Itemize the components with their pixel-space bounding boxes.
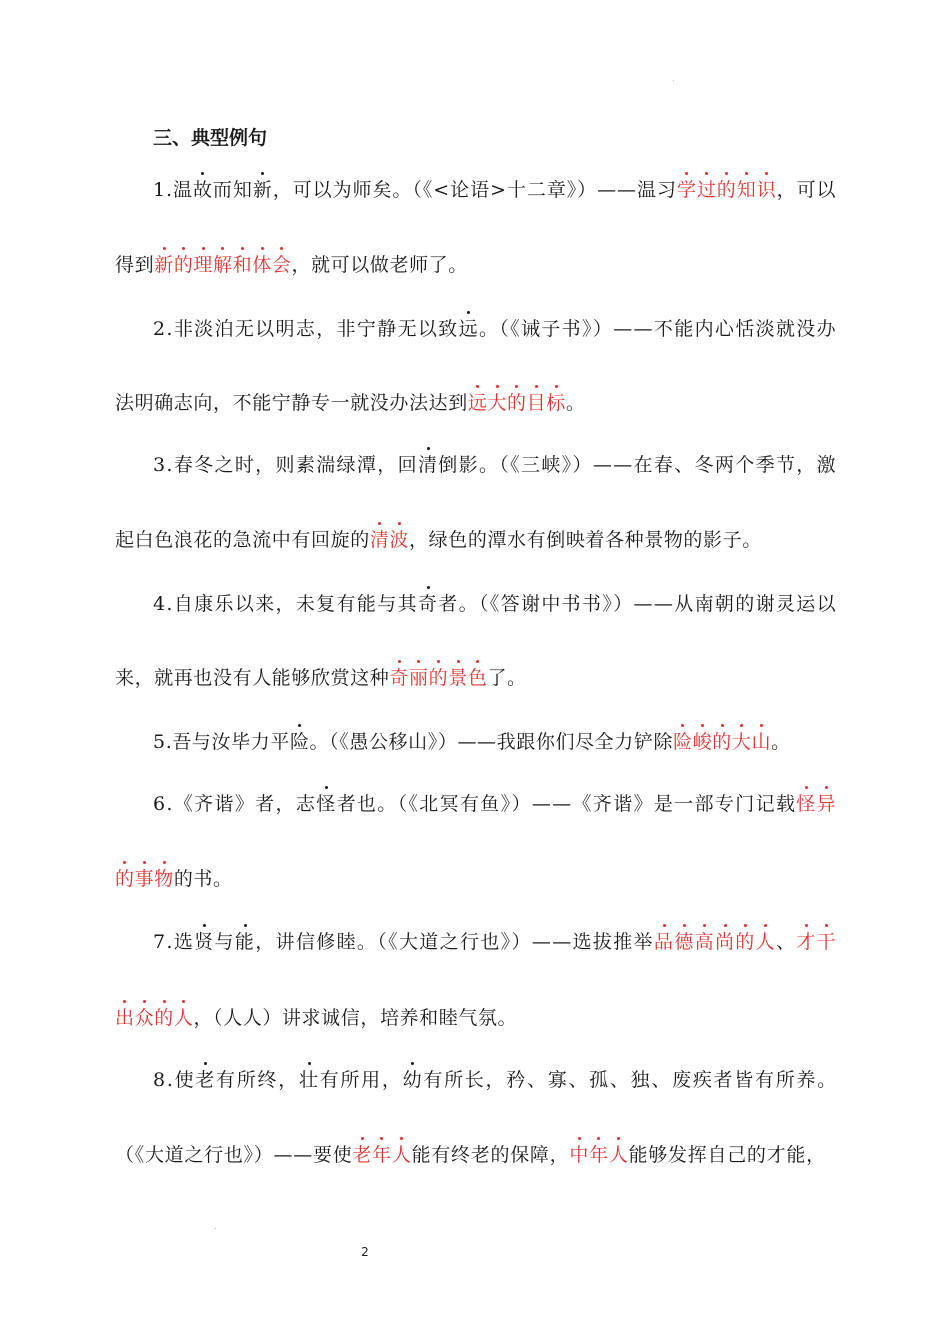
text-line bbox=[153, 315, 837, 343]
emphasis-dotted-char: 丽 bbox=[409, 667, 429, 689]
emphasis-dotted-char: 众 bbox=[134, 1007, 155, 1029]
highlighted-translation bbox=[370, 529, 409, 551]
emphasis-dotted-char: 险 bbox=[289, 731, 310, 753]
text-segment bbox=[418, 593, 438, 615]
emphasis-dotted-char: 事 bbox=[134, 868, 155, 890]
emphasis-dotted-char: 年 bbox=[372, 1144, 392, 1166]
emphasis-dotted-char: 清 bbox=[417, 454, 439, 476]
emphasis-dotted-char: 贤 bbox=[194, 931, 215, 953]
emphasis-dotted-char: 老 bbox=[195, 1069, 217, 1091]
emphasis-dotted-char: 怪 bbox=[796, 793, 817, 815]
text-line bbox=[153, 451, 837, 479]
text-segment: 。 bbox=[565, 392, 586, 414]
emphasis-dotted-char: 品 bbox=[653, 931, 675, 953]
text-line bbox=[115, 865, 233, 893]
emphasis-dotted-char: 奇 bbox=[417, 593, 439, 615]
page-number: 2 bbox=[361, 1245, 369, 1259]
text-segment: 。（《愚公移山》）——我跟你们尽全力铲除 bbox=[309, 731, 674, 753]
emphasis-dotted-char: 远 bbox=[458, 318, 479, 340]
text-segment: 6.《齐谐》者，志 bbox=[153, 793, 317, 815]
emphasis-dotted-char: 尚 bbox=[714, 931, 736, 953]
emphasis-dotted-char: 高 bbox=[694, 931, 715, 953]
emphasis-dotted-char: 故 bbox=[192, 179, 213, 201]
emphasis-dotted-char: 人 bbox=[391, 1144, 412, 1166]
text-line bbox=[115, 526, 762, 554]
text-segment: 1.温 bbox=[153, 179, 193, 201]
text-segment: 2.非淡泊无以明志，非宁静无以致 bbox=[153, 318, 459, 340]
text-segment bbox=[299, 1069, 320, 1091]
emphasis-dotted-char: 目 bbox=[526, 392, 547, 414]
text-line bbox=[153, 176, 837, 204]
text-segment: ，（人人）讲求诚信，培养和睦气氛。 bbox=[193, 1007, 518, 1029]
emphasis-dotted-char: 识 bbox=[756, 179, 777, 201]
highlighted-translation bbox=[796, 931, 837, 953]
emphasis-dotted-char: 远 bbox=[467, 392, 488, 414]
text-segment: 有所终， bbox=[216, 1069, 299, 1091]
emphasis-dotted-char: 的 bbox=[712, 731, 732, 753]
emphasis-dotted-char: 知 bbox=[736, 179, 757, 201]
emphasis-dotted-char: 能 bbox=[234, 931, 256, 953]
highlighted-translation bbox=[796, 793, 837, 815]
text-segment bbox=[290, 731, 310, 753]
emphasis-dotted-char: 才 bbox=[796, 931, 817, 953]
emphasis-dotted-char: 人 bbox=[755, 931, 776, 953]
text-line bbox=[153, 928, 837, 956]
emphasis-dotted-char: 壮 bbox=[298, 1069, 320, 1091]
emphasis-dotted-char: 的 bbox=[115, 868, 135, 890]
highlighted-translation bbox=[352, 1144, 411, 1166]
highlighted-translation bbox=[389, 667, 487, 689]
text-segment bbox=[418, 454, 438, 476]
emphasis-dotted-char: 老 bbox=[352, 1144, 373, 1166]
text-segment: 起白色浪花的急流中有回旋的 bbox=[115, 529, 370, 551]
text-segment: 5.吾与汝毕力平 bbox=[153, 731, 290, 753]
emphasis-dotted-char: 景 bbox=[448, 667, 468, 689]
text-segment: 来，就再也没有人能够欣赏这种 bbox=[115, 667, 390, 689]
highlighted-translation bbox=[673, 731, 771, 753]
scan-speck bbox=[215, 1228, 216, 1229]
text-segment bbox=[316, 793, 336, 815]
text-segment bbox=[235, 931, 255, 953]
emphasis-dotted-char: 的 bbox=[716, 179, 737, 201]
emphasis-dotted-char: 体 bbox=[252, 254, 272, 276]
highlighted-translation bbox=[468, 392, 566, 414]
emphasis-dotted-char: 人 bbox=[173, 1007, 194, 1029]
emphasis-dotted-char: 解 bbox=[213, 254, 233, 276]
text-segment: 有所长，矜、寡、孤、独、废疾者皆有所养。 bbox=[423, 1069, 838, 1091]
emphasis-dotted-char: 的 bbox=[735, 931, 756, 953]
text-segment: 能有终老的保障， bbox=[411, 1144, 570, 1166]
text-segment: （《大道之行也》）——要使 bbox=[115, 1144, 353, 1166]
emphasis-dotted-char: 物 bbox=[154, 868, 174, 890]
text-segment: 、 bbox=[775, 931, 797, 953]
text-segment: ，绿色的潭水有倒映着各种景物的影子。 bbox=[409, 529, 762, 551]
highlighted-translation bbox=[677, 179, 777, 201]
text-segment: 而知 bbox=[212, 179, 253, 201]
text-line bbox=[153, 728, 791, 756]
text-segment: 得到 bbox=[115, 254, 155, 276]
text-line bbox=[115, 389, 585, 417]
scan-speck bbox=[673, 80, 674, 81]
emphasis-dotted-char: 标 bbox=[546, 392, 566, 414]
emphasis-dotted-char: 人 bbox=[608, 1144, 629, 1166]
text-line bbox=[115, 1004, 517, 1032]
highlighted-translation bbox=[569, 1144, 628, 1166]
text-segment: 8.使 bbox=[153, 1069, 196, 1091]
text-segment: 3.春冬之时，则素湍绿潭，回 bbox=[153, 454, 418, 476]
emphasis-dotted-char: 大 bbox=[731, 731, 752, 753]
text-segment: 法明确志向，不能宁静专一就没办法达到 bbox=[115, 392, 468, 414]
text-segment: 者也。（《北冥有鱼》）——《齐谐》是一部专门记载 bbox=[336, 793, 797, 815]
emphasis-dotted-char: 的 bbox=[428, 667, 449, 689]
text-segment bbox=[195, 1069, 216, 1091]
text-segment bbox=[403, 1069, 424, 1091]
text-line bbox=[153, 1066, 838, 1094]
text-segment: 7.选 bbox=[153, 931, 195, 953]
text-segment: 倒影。（《三峡》）——在春、冬两个季节，激 bbox=[438, 454, 837, 476]
text-segment: 4.自康乐以来，未复有能与其 bbox=[153, 593, 418, 615]
text-segment: 了。 bbox=[487, 667, 527, 689]
emphasis-dotted-char: 干 bbox=[816, 931, 837, 953]
emphasis-dotted-char: 中 bbox=[569, 1144, 590, 1166]
emphasis-dotted-char: 理 bbox=[193, 254, 214, 276]
text-segment: ，可以为师矣。（《<论语>十二章》）——温习 bbox=[272, 179, 677, 201]
text-line bbox=[115, 664, 527, 692]
emphasis-dotted-char: 年 bbox=[589, 1144, 609, 1166]
section-heading: 三、典型例句 bbox=[153, 127, 268, 149]
text-segment: 的书。 bbox=[173, 868, 233, 890]
emphasis-dotted-char: 峻 bbox=[692, 731, 713, 753]
emphasis-dotted-char: 出 bbox=[115, 1007, 135, 1029]
emphasis-dotted-char: 波 bbox=[389, 529, 410, 551]
text-line bbox=[115, 251, 468, 279]
emphasis-dotted-char: 的 bbox=[154, 1007, 174, 1029]
emphasis-dotted-char: 怪 bbox=[316, 793, 337, 815]
emphasis-dotted-char: 色 bbox=[467, 667, 488, 689]
emphasis-dotted-char: 会 bbox=[271, 254, 292, 276]
emphasis-dotted-char: 清 bbox=[369, 529, 390, 551]
text-segment: 有所用， bbox=[319, 1069, 403, 1091]
text-line bbox=[153, 790, 837, 818]
emphasis-dotted-char: 和 bbox=[232, 254, 253, 276]
text-segment: 能够发挥自己的才能， bbox=[628, 1144, 826, 1166]
emphasis-dotted-char: 奇 bbox=[389, 667, 410, 689]
emphasis-dotted-char: 过 bbox=[696, 179, 717, 201]
text-segment: ，可以 bbox=[776, 179, 837, 201]
emphasis-dotted-char: 的 bbox=[507, 392, 527, 414]
text-segment bbox=[194, 931, 214, 953]
emphasis-dotted-char: 新 bbox=[252, 179, 273, 201]
text-segment: 。（《诫子书》）——不能内心恬淡就没办 bbox=[478, 318, 837, 340]
text-segment bbox=[459, 318, 479, 340]
emphasis-dotted-char: 异 bbox=[816, 793, 837, 815]
highlighted-translation bbox=[654, 931, 776, 953]
emphasis-dotted-char: 幼 bbox=[402, 1069, 424, 1091]
highlighted-translation bbox=[115, 868, 174, 890]
emphasis-dotted-char: 大 bbox=[487, 392, 508, 414]
emphasis-dotted-char: 学 bbox=[676, 179, 697, 201]
emphasis-dotted-char: 的 bbox=[173, 254, 194, 276]
text-segment: ，就可以做老师了。 bbox=[291, 254, 468, 276]
highlighted-translation bbox=[115, 1007, 193, 1029]
emphasis-dotted-char: 山 bbox=[751, 731, 772, 753]
emphasis-dotted-char: 德 bbox=[674, 931, 695, 953]
text-segment: ，讲信修睦。（《大道之行也》）——选拔推举 bbox=[255, 931, 654, 953]
text-segment: 与 bbox=[214, 931, 235, 953]
emphasis-dotted-char: 新 bbox=[154, 254, 174, 276]
text-segment: 。 bbox=[771, 731, 791, 753]
highlighted-translation bbox=[154, 254, 291, 276]
text-line bbox=[153, 590, 837, 618]
text-segment: 者。（《答谢中书书》）——从南朝的谢灵运以 bbox=[438, 593, 837, 615]
text-segment bbox=[193, 179, 213, 201]
text-segment bbox=[253, 179, 273, 201]
text-line bbox=[115, 1141, 826, 1169]
emphasis-dotted-char: 险 bbox=[673, 731, 693, 753]
